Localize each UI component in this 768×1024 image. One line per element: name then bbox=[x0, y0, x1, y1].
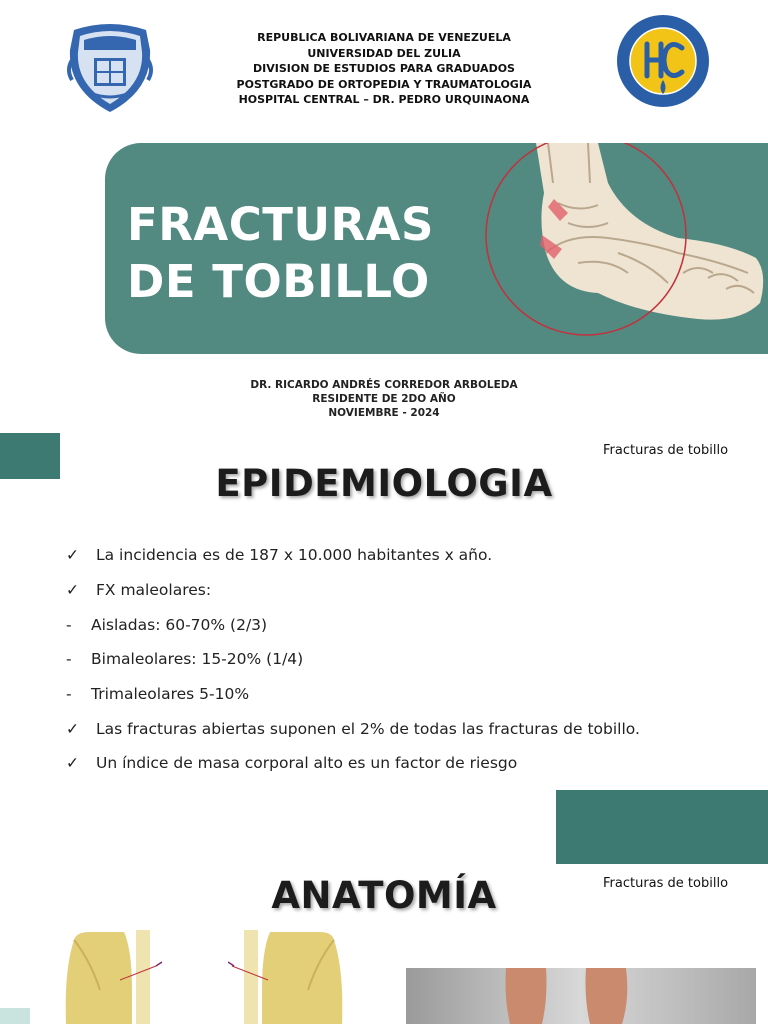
ankle-photo bbox=[406, 968, 756, 1024]
dash-marker: - bbox=[66, 650, 72, 669]
universidad-del-zulia-logo bbox=[66, 20, 154, 116]
check-icon: ✓ bbox=[66, 546, 79, 565]
running-title: Fracturas de tobillo bbox=[603, 443, 729, 458]
running-title: Fracturas de tobillo bbox=[603, 876, 729, 891]
list-item-text: Bimaleolares: 15-20% (1/4) bbox=[91, 650, 304, 669]
slide-heading: ANATOMÍA bbox=[271, 874, 497, 917]
dash-marker: - bbox=[66, 685, 72, 704]
accent-block bbox=[556, 790, 768, 864]
presentation-title bbox=[127, 196, 434, 310]
list-item-text: Las fracturas abiertas suponen el 2% de todas las fracturas de tobillo. bbox=[96, 719, 640, 738]
author-block bbox=[160, 378, 608, 420]
check-icon: ✓ bbox=[66, 719, 79, 738]
list-item bbox=[66, 746, 746, 781]
list-item-text: Trimaleolares 5-10% bbox=[91, 685, 250, 704]
list-item bbox=[66, 607, 746, 642]
author-line: RESIDENTE DE 2DO AÑO bbox=[312, 393, 456, 405]
title-line: DE TOBILLO bbox=[127, 255, 430, 308]
ankle-fracture-illustration bbox=[478, 143, 768, 354]
epidemiology-list bbox=[66, 538, 746, 781]
list-item-text: La incidencia es de 187 x 10.000 habitantes x año. bbox=[96, 546, 493, 565]
list-item-text: FX maleolares: bbox=[96, 581, 212, 600]
author-line: NOVIEMBRE - 2024 bbox=[328, 407, 440, 419]
anatomy-bone-image bbox=[60, 930, 180, 1024]
anatomy-bone-image bbox=[228, 930, 348, 1024]
hospital-central-logo bbox=[616, 14, 710, 108]
institution-line: UNIVERSIDAD DEL ZULIA bbox=[307, 46, 461, 60]
accent-block bbox=[0, 1008, 30, 1024]
check-icon: ✓ bbox=[66, 754, 79, 773]
institution-line: POSTGRADO DE ORTOPEDIA Y TRAUMATOLOGIA bbox=[236, 77, 532, 91]
institution-line: REPUBLICA BOLIVARIANA DE VENEZUELA bbox=[257, 31, 511, 44]
list-item bbox=[66, 677, 746, 712]
list-item bbox=[66, 642, 746, 677]
dash-marker: - bbox=[66, 615, 72, 634]
author-line: DR. RICARDO ANDRÉS CORREDOR ARBOLEDA bbox=[250, 379, 518, 391]
check-icon: ✓ bbox=[66, 581, 79, 600]
list-item bbox=[66, 573, 746, 608]
slide-heading: EPIDEMIOLOGIA bbox=[215, 462, 553, 505]
list-item-text: Un índice de masa corporal alto es un factor de riesgo bbox=[96, 754, 518, 773]
list-item-text: Aisladas: 60-70% (2/3) bbox=[91, 615, 268, 634]
title-line: FRACTURAS bbox=[127, 198, 434, 251]
list-item bbox=[66, 538, 746, 573]
institution-line: DIVISION DE ESTUDIOS PARA GRADUADOS bbox=[253, 62, 515, 75]
institution-header bbox=[200, 30, 568, 108]
institution-line: HOSPITAL CENTRAL – DR. PEDRO URQUINAONA bbox=[238, 93, 530, 106]
list-item bbox=[66, 711, 746, 746]
